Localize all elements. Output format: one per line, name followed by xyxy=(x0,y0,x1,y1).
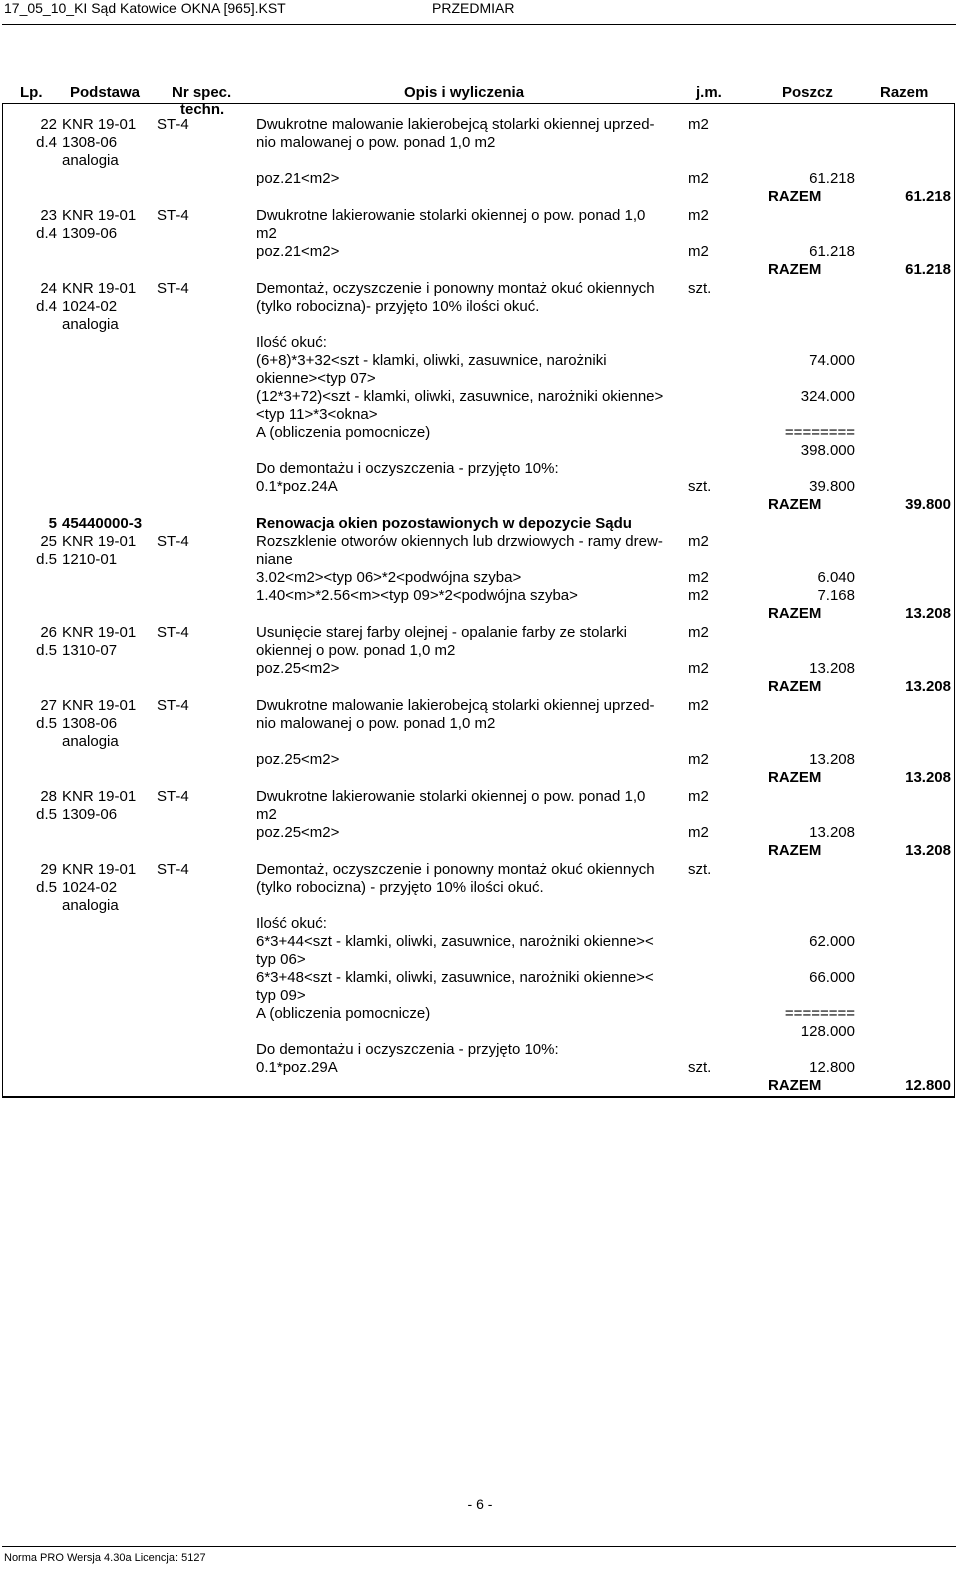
basis-code: 1024-02 xyxy=(62,879,118,896)
item-number: d.5 xyxy=(36,879,57,896)
description: A (obliczenia pomocnicze) xyxy=(256,424,431,441)
document-type: PRZEDMIAR xyxy=(432,0,515,16)
basis-code: 1309-06 xyxy=(62,806,118,823)
total-value: 61.218 xyxy=(905,261,951,278)
spec-code: ST-4 xyxy=(157,624,189,641)
partial-value: 66.000 xyxy=(809,969,855,986)
basis-code: 1210-01 xyxy=(62,551,118,568)
description: okiennej o pow. ponad 1,0 m2 xyxy=(256,642,456,659)
unit: m2 xyxy=(688,660,709,677)
page-number: - 6 - xyxy=(467,1496,493,1512)
unit: m2 xyxy=(688,751,709,768)
total-label: RAZEM xyxy=(768,188,822,205)
unit: szt. xyxy=(688,478,712,495)
partial-value: ======== xyxy=(784,1005,855,1022)
unit: m2 xyxy=(688,170,709,187)
description: m2 xyxy=(256,806,277,823)
description: Ilość okuć: xyxy=(256,334,327,351)
spec-code: ST-4 xyxy=(157,788,189,805)
total-value: 13.208 xyxy=(905,605,951,622)
partial-value: 7.168 xyxy=(817,587,855,604)
description: (tylko robocizna) - przyjęto 10% ilości okuć. xyxy=(256,879,544,896)
table-border-left xyxy=(2,103,3,1097)
spec-code: ST-4 xyxy=(157,280,189,297)
description: (6+8)*3+32<szt - klamki, oliwki, zasuwnice, narożniki xyxy=(256,352,607,369)
partial-value: 62.000 xyxy=(809,933,855,950)
partial-value: 61.218 xyxy=(809,170,855,187)
unit: m2 xyxy=(688,207,709,224)
unit: szt. xyxy=(688,280,712,297)
basis-code: 1310-07 xyxy=(62,642,118,659)
table-header-rule xyxy=(2,103,955,104)
total-label: RAZEM xyxy=(768,1077,822,1094)
unit: m2 xyxy=(688,569,709,586)
description: nio malowanej o pow. ponad 1,0 m2 xyxy=(256,134,496,151)
unit: m2 xyxy=(688,788,709,805)
table-border-right xyxy=(954,103,955,1097)
unit: m2 xyxy=(688,243,709,260)
partial-value: 324.000 xyxy=(800,388,855,405)
item-number: d.4 xyxy=(36,225,57,242)
item-number: 27 xyxy=(40,697,57,714)
description: poz.21<m2> xyxy=(256,243,340,260)
total-value: 12.800 xyxy=(905,1077,951,1094)
partial-value: 74.000 xyxy=(809,352,855,369)
item-number: 29 xyxy=(40,861,57,878)
section-number: 5 xyxy=(48,515,57,532)
unit: m2 xyxy=(688,533,709,550)
partial-value: 12.800 xyxy=(809,1059,855,1076)
description: 0.1*poz.29A xyxy=(256,1059,338,1076)
unit: m2 xyxy=(688,624,709,641)
total-value: 13.208 xyxy=(905,678,951,695)
description: typ 06> xyxy=(256,951,306,968)
basis-code: KNR 19-01 xyxy=(62,788,137,805)
description: Usunięcie starej farby olejnej - opalanie farby ze stolarki xyxy=(256,624,628,641)
description: poz.25<m2> xyxy=(256,660,340,677)
basis-code: KNR 19-01 xyxy=(62,280,137,297)
col-lp: Lp. xyxy=(20,84,43,101)
description: Do demontażu i oczyszczenia - przyjęto 10%: xyxy=(256,1041,559,1058)
description: poz.21<m2> xyxy=(256,170,340,187)
item-number: 25 xyxy=(40,533,57,550)
description: 0.1*poz.24A xyxy=(256,478,338,495)
total-label: RAZEM xyxy=(768,261,822,278)
unit: szt. xyxy=(688,861,712,878)
col-nrspec-2: techn. xyxy=(180,101,225,118)
spec-code: ST-4 xyxy=(157,533,189,550)
description: Demontaż, oczyszczenie i ponowny montaż okuć okiennych xyxy=(256,280,655,297)
description: (12*3+72)<szt - klamki, oliwki, zasuwnice, narożniki okienne> xyxy=(256,388,664,405)
item-number: 22 xyxy=(40,116,57,133)
total-value: 13.208 xyxy=(905,769,951,786)
table-bottom-rule xyxy=(2,1096,955,1098)
basis-code: analogia xyxy=(62,152,119,169)
basis-code: KNR 19-01 xyxy=(62,116,137,133)
description: 3.02<m2><typ 06>*2<podwójna szyba> xyxy=(256,569,522,586)
description: typ 09> xyxy=(256,987,306,1004)
partial-value: 61.218 xyxy=(809,243,855,260)
basis-code: 1309-06 xyxy=(62,225,118,242)
spec-code: ST-4 xyxy=(157,116,189,133)
total-value: 39.800 xyxy=(905,496,951,513)
unit: m2 xyxy=(688,587,709,604)
unit: szt. xyxy=(688,1059,712,1076)
partial-value: 39.800 xyxy=(809,478,855,495)
description: 6*3+44<szt - klamki, oliwki, zasuwnice, narożniki okienne>< xyxy=(256,933,654,950)
description: (tylko robocizna)- przyjęto 10% ilości okuć. xyxy=(256,298,540,315)
description: Demontaż, oczyszczenie i ponowny montaż okuć okiennych xyxy=(256,861,655,878)
col-razem: Razem xyxy=(880,84,929,101)
spec-code: ST-4 xyxy=(157,207,189,224)
total-label: RAZEM xyxy=(768,496,822,513)
description: Rozszklenie otworów okiennych lub drzwiowych - ramy drew- xyxy=(256,533,663,550)
description: nio malowanej o pow. ponad 1,0 m2 xyxy=(256,715,496,732)
col-poszcz: Poszcz xyxy=(782,84,833,101)
spec-code: ST-4 xyxy=(157,697,189,714)
total-label: RAZEM xyxy=(768,769,822,786)
description: poz.25<m2> xyxy=(256,824,340,841)
col-nrspec: Nr spec. xyxy=(172,84,232,101)
item-number: d.4 xyxy=(36,298,57,315)
unit: m2 xyxy=(688,116,709,133)
description: <typ 11>*3<okna> xyxy=(256,406,378,423)
item-number: d.5 xyxy=(36,715,57,732)
description: Dwukrotne malowanie lakierobejcą stolarki okiennej uprzed- xyxy=(256,116,655,133)
total-label: RAZEM xyxy=(768,605,822,622)
description: Dwukrotne lakierowanie stolarki okiennej o pow. ponad 1,0 xyxy=(256,788,646,805)
license-text: Norma PRO Wersja 4.30a Licencja: 5127 xyxy=(4,1552,206,1564)
item-number: d.5 xyxy=(36,642,57,659)
basis-code: analogia xyxy=(62,897,119,914)
section-code: 45440000-3 xyxy=(62,515,143,532)
partial-value: 398.000 xyxy=(800,442,855,459)
partial-value: 128.000 xyxy=(800,1023,855,1040)
item-number: d.5 xyxy=(36,551,57,568)
basis-code: KNR 19-01 xyxy=(62,861,137,878)
basis-code: KNR 19-01 xyxy=(62,697,137,714)
unit: m2 xyxy=(688,824,709,841)
partial-value: 13.208 xyxy=(809,660,855,677)
total-label: RAZEM xyxy=(768,842,822,859)
description: okienne><typ 07> xyxy=(256,370,376,387)
section-title: Renowacja okien pozostawionych w depozycie Sądu xyxy=(256,515,632,532)
description: Dwukrotne lakierowanie stolarki okiennej o pow. ponad 1,0 xyxy=(256,207,646,224)
partial-value: 13.208 xyxy=(809,824,855,841)
description: Ilość okuć: xyxy=(256,915,327,932)
item-number: 26 xyxy=(40,624,57,641)
item-number: 23 xyxy=(40,207,57,224)
description: poz.25<m2> xyxy=(256,751,340,768)
basis-code: KNR 19-01 xyxy=(62,207,137,224)
partial-value: ======== xyxy=(784,424,855,441)
item-number: 24 xyxy=(40,280,57,297)
basis-code: analogia xyxy=(62,733,119,750)
basis-code: KNR 19-01 xyxy=(62,533,137,550)
description: niane xyxy=(256,551,293,568)
description: Dwukrotne malowanie lakierobejcą stolarki okiennej uprzed- xyxy=(256,697,655,714)
header-rule xyxy=(2,24,956,25)
description: 1.40<m>*2.56<m><typ 09>*2<podwójna szyba> xyxy=(256,587,578,604)
partial-value: 6.040 xyxy=(817,569,855,586)
basis-code: 1024-02 xyxy=(62,298,118,315)
col-jm: j.m. xyxy=(696,84,722,101)
basis-code: KNR 19-01 xyxy=(62,624,137,641)
description: Do demontażu i oczyszczenia - przyjęto 10%: xyxy=(256,460,559,477)
footer-rule xyxy=(2,1546,956,1547)
total-label: RAZEM xyxy=(768,678,822,695)
basis-code: 1308-06 xyxy=(62,715,118,732)
basis-code: analogia xyxy=(62,316,119,333)
total-value: 61.218 xyxy=(905,188,951,205)
item-number: d.5 xyxy=(36,806,57,823)
partial-value: 13.208 xyxy=(809,751,855,768)
col-podstawa: Podstawa xyxy=(70,84,141,101)
col-opis: Opis i wyliczenia xyxy=(404,84,525,101)
document-filename: 17_05_10_KI Sąd Katowice OKNA [965].KST xyxy=(4,0,286,16)
description: 6*3+48<szt - klamki, oliwki, zasuwnice, narożniki okienne>< xyxy=(256,969,654,986)
item-number: d.4 xyxy=(36,134,57,151)
basis-code: 1308-06 xyxy=(62,134,118,151)
total-value: 13.208 xyxy=(905,842,951,859)
item-number: 28 xyxy=(40,788,57,805)
description: A (obliczenia pomocnicze) xyxy=(256,1005,431,1022)
unit: m2 xyxy=(688,697,709,714)
description: m2 xyxy=(256,225,277,242)
spec-code: ST-4 xyxy=(157,861,189,878)
